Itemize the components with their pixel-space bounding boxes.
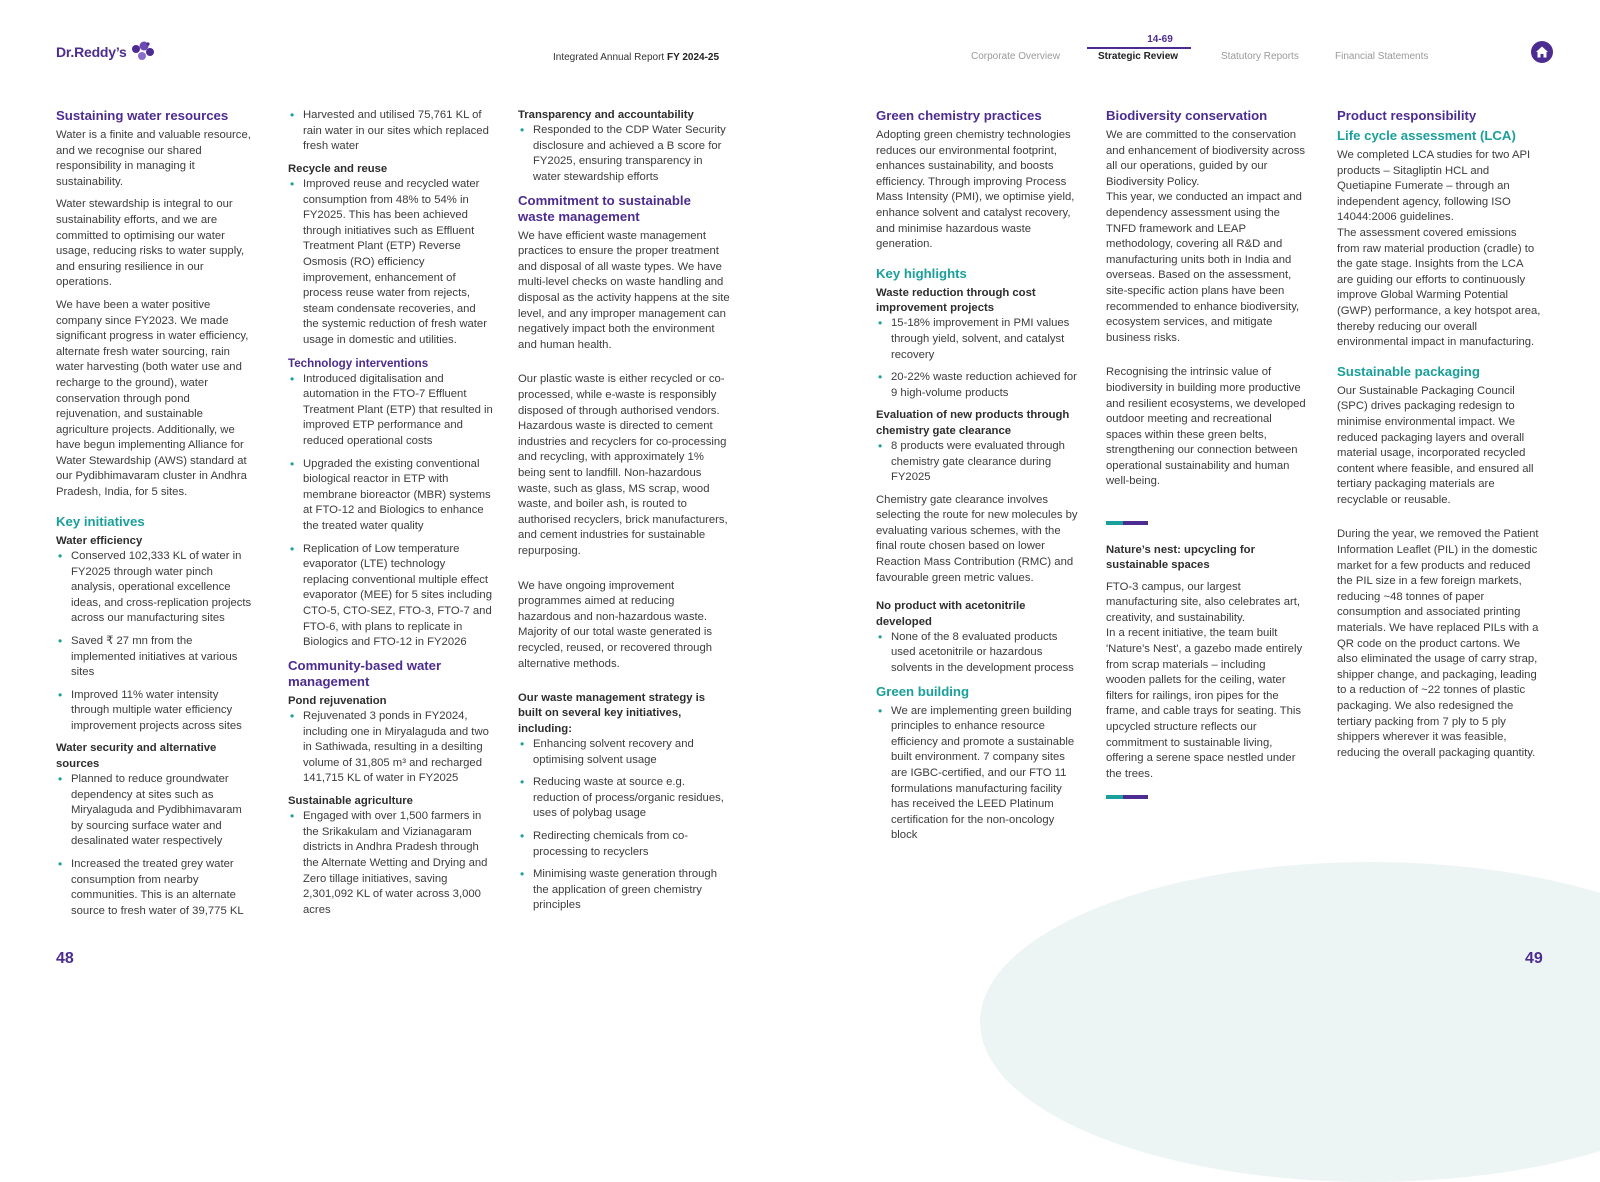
bullet-list xyxy=(518,737,730,914)
list-item: • 8 products were evaluated through chemistry gate clearance during FY2025 xyxy=(876,439,1081,486)
heading-green-building: Green building xyxy=(876,683,970,699)
paragraph: We completed LCA studies for two API products – Sitagliptin HCL and Quetiapine Fumerate – through an independent agency, following ISO 14044:2006 guidelines. xyxy=(1337,149,1531,224)
home-button[interactable] xyxy=(1531,41,1553,63)
subheading-waste-reduction: Waste reduction through cost improvement projects xyxy=(876,286,1036,315)
bullet-list xyxy=(288,709,493,787)
column-4 xyxy=(876,108,1081,851)
subheading-sustainable-agriculture: Sustainable agriculture xyxy=(288,794,413,807)
report-title: Integrated Annual Report FY 2024-25 xyxy=(553,52,720,63)
bullet-list xyxy=(288,177,493,349)
list-item: • 15-18% improvement in PMI values through yield, solvent, and catalyst recovery xyxy=(876,316,1081,363)
list-item: • Improved 11% water intensity through multiple water efficiency improvement projects across sites xyxy=(56,688,256,735)
bullet-list xyxy=(56,549,256,735)
subheading-transparency: Transparency and accountability xyxy=(518,109,694,121)
list-item: • Engaged with over 1,500 farmers in the Srikakulam and Vizianagaram districts in Andhra Pradesh through the Alternate Wetting and Drying and Zero tillage initiatives, saving 2,301,092 KL of water across 3,000 acres xyxy=(288,809,493,918)
heading-community-water: Community-based water management xyxy=(288,657,442,689)
list-item: • Saved ₹ 27 mn from the implemented initiatives at various sites xyxy=(56,634,256,681)
bullet-list xyxy=(288,108,493,155)
paragraph: In a recent initiative, the team built 'Nature's Nest', a gazebo made entirely from scrap materials – including wooden pallets for the ceiling, water filters for railings, iron pipes for the frame, and cable trays for seating. This upcycled structure reflects our commitment to sustainable living, offering a serene space nestled under the trees. xyxy=(1106,627,1303,780)
heading-technology-interventions: Technology interventions xyxy=(288,356,429,370)
nav-financial-statements[interactable]: Financial Statements xyxy=(1335,51,1429,62)
list-item: • Reducing waste at source e.g. reduction of process/organic residues, uses of polybag usage xyxy=(518,775,730,822)
paragraph: FTO-3 campus, our largest manufacturing site, also celebrates art, creativity, and sustainability. xyxy=(1106,580,1301,624)
paragraph: This year, we conducted an impact and dependency assessment using the TNFD framework and LEAP methodology, covering all R&D and manufacturing units both in India and overseas. Based on the assessment, site-specific action plans have been recommended to enhance biodiversity, ecosystem services, and mitigate business risks. xyxy=(1106,191,1302,344)
list-item: • Redirecting chemicals from co-processing to recyclers xyxy=(518,829,730,860)
subheading-acetonitrile: No product with acetonitrile developed xyxy=(876,600,1026,628)
divider-bar xyxy=(1106,795,1148,799)
heading-waste-management: Commitment to sustainable waste management xyxy=(518,192,691,224)
list-item: • We are implementing green building principles to enhance resource efficiency and promote a sustainable built environment. 7 company sites are IGBC-certified, and our FTO 11 formulations manufacturing facility has received the LEED Platinum certification for the non-oncology block xyxy=(876,704,1081,844)
logo-text: Dr.Reddy’s xyxy=(56,44,127,60)
column-2 xyxy=(288,108,493,925)
list-item: • Conserved 102,333 KL of water in FY2025 through water pinch analysis, operational excellence ideas, and cross-replication projects across our manufacturing sites xyxy=(56,549,256,627)
subheading-evaluation: Evaluation of new products through chemistry gate clearance xyxy=(876,409,1070,437)
paragraph: Our Sustainable Packaging Council (SPC) drives packaging redesign to minimise environmental impact. We reduced packaging layers and overall material usage, incorporated recycled content where feasible, and ensured all tertiary packaging materials are recyclable or reusable. xyxy=(1337,384,1534,506)
subheading-water-efficiency: Water efficiency xyxy=(56,534,143,547)
heading-biodiversity: Biodiversity conservation xyxy=(1106,108,1268,123)
paragraph: Water stewardship is integral to our sustainability efforts, and we are committed to optimising our water usage, reducing risks to water supply, and ensuring resilience in our operations. xyxy=(56,198,245,289)
decorative-wave xyxy=(980,862,1600,1182)
page-range: 14-69 xyxy=(1147,34,1173,45)
paragraph: During the year, we removed the Patient Information Leaflet (PIL) in the domestic market for a few products and reduced the PIL size in a few foreign markets, reducing ~48 tonnes of paper consumption and associated printing materials. We have replaced PILs with a QR code on the product cartons. We also eliminated the usage of carry strap, shipper change, and packaging, leading to a reduction of ~22 tonnes of plastic packaging. We also redesigned the tertiary packing from 7 ply to 5 ply shippers wherever it was feasible, reducing the overall packaging quantity. xyxy=(1337,528,1539,759)
paragraph: Our plastic waste is either recycled or co-processed, while e-waste is responsibly disposed of through authorised vendors. Hazardous waste is directed to cement industries and recyclers for co-processing and recycling, with approximately 1% being sent to landfill. Non-hazardous waste, such as glass, MS scrap, wood waste, and boiler ash, is routed to authorised recyclers, brick manufacturers, and cement industries for sustainable repurposing. xyxy=(518,373,728,557)
bullet-list xyxy=(876,316,1081,401)
list-item: • 20-22% waste reduction achieved for 9 high-volume products xyxy=(876,370,1081,401)
active-tab-indicator xyxy=(1087,47,1191,49)
page-number-left: 48 xyxy=(56,950,74,967)
bullet-list xyxy=(288,809,493,918)
heading-lca: Life cycle assessment (LCA) xyxy=(1337,128,1516,143)
paragraph: We have efficient waste management practices to ensure the proper treatment and disposal of all waste types. We have multi-level checks on waste handling and disposal as the activity happens at the site level, and any improper management can negatively impact both the environment and human health. xyxy=(518,229,730,351)
paragraph: Chemistry gate clearance involves selecting the route for new molecules by evaluating various schemes, with the final route chosen based on lower Reaction Mass Contribution (RMC) and favourable green metric values. xyxy=(876,493,1078,584)
bullet-list xyxy=(518,123,730,185)
logo-mark-icon xyxy=(130,41,156,63)
bullet-list xyxy=(56,772,256,919)
heading-key-highlights: Key highlights xyxy=(876,265,967,281)
list-item: • Harvested and utilised 75,761 KL of rain water in our sites which replaced fresh water xyxy=(288,108,493,155)
company-logo[interactable] xyxy=(56,40,156,64)
subheading-water-security: Water security and alternative sources xyxy=(56,742,217,770)
paragraph: We are committed to the conservation and enhancement of biodiversity across all our operations, guided by our Biodiversity Policy. xyxy=(1106,129,1306,188)
paragraph: We have been a water positive company since FY2023. We made significant progress in water efficiency, alternate fresh water sourcing, rain water harvesting (both water use and recharge to the ground), water conservation through pond rejuvenation, and sustainable agriculture projects. Additionally, we have begun implementing Alliance for Water Stewardship (AWS) standard at our Pydibhimavaram cluster in Andhra Pradesh, India, for 5 sites. xyxy=(56,298,249,499)
bullet-list xyxy=(876,630,1081,677)
list-item: • Planned to reduce groundwater dependency at sites such as Miryalaguda and Pydibhimavaram by sourcing surface water and desalinated water respectively xyxy=(56,772,256,850)
paragraph: Water is a finite and valuable resource, and we recognise our shared responsibility in managing it sustainability. xyxy=(56,129,251,188)
subheading-pond-rejuvenation: Pond rejuvenation xyxy=(288,694,387,707)
bullet-list xyxy=(876,439,1081,486)
list-item: • None of the 8 evaluated products used acetonitrile or hazardous solvents in the development process xyxy=(876,630,1081,677)
column-1 xyxy=(56,108,256,926)
heading-key-initiatives: Key initiatives xyxy=(56,513,145,529)
list-item: • Minimising waste generation through the application of green chemistry principles xyxy=(518,867,730,914)
heading-green-chemistry: Green chemistry practices xyxy=(876,108,1042,123)
bullet-list xyxy=(288,372,493,651)
list-item: • Increased the treated grey water consumption from nearby communities. This is an alternate source to fresh water of 39,775 KL xyxy=(56,857,256,919)
list-item: • Introduced digitalisation and automation in the FTO-7 Effluent Treatment Plant (ETP) that resulted in improved ETP performance and reduced operational costs xyxy=(288,372,493,450)
column-5 xyxy=(1106,108,1308,817)
subheading-natures-nest: Nature’s nest: upcycling for sustainable spaces xyxy=(1106,544,1255,572)
paragraph: We have ongoing improvement programmes aimed at reducing hazardous and non-hazardous waste. Majority of our total waste generated is recycled, reused, or recovered through alternative methods. xyxy=(518,579,713,670)
list-item: • Replication of Low temperature evaporator (LTE) technology replacing conventional multiple effect evaporator (MEE) for 5 sites including CTO-5, CTO-SEZ, FTO-3, FTO-7 and FTO-6, with plans to replicate in Biologics and FTO-12 in FY2026 xyxy=(288,542,493,651)
list-item: • Rejuvenated 3 ponds in FY2024, including one in Miryalaguda and two in Sathiwada, resulting in a desilting volume of 31,805 m³ and recharged 141,715 KL of water in FY2025 xyxy=(288,709,493,787)
column-6 xyxy=(1337,108,1542,768)
nav-strategic-review[interactable]: Strategic Review xyxy=(1098,51,1179,62)
nav-statutory-reports[interactable]: Statutory Reports xyxy=(1221,51,1299,62)
paragraph: Recognising the intrinsic value of biodiversity in building more productive and resilient ecosystems, we developed outdoor meeting and recreational spaces within these green belts, strengthening our connection between operational sustainability and human well-being. xyxy=(1106,366,1306,488)
divider-bar xyxy=(1106,521,1148,525)
page-number-right: 49 xyxy=(1525,950,1543,967)
heading-sustaining-water: Sustaining water resources xyxy=(56,108,229,123)
paragraph: The assessment covered emissions from raw material production (cradle) to the gate stage. Insights from the LCA are guiding our efforts to continuously improve Global Warming Potential (GWP) performance, a key hotspot area, thereby reducing our overall environmental impact in manufacturing. xyxy=(1337,226,1541,349)
list-item: • Improved reuse and recycled water consumption from 48% to 54% in FY2025. This has been achieved through initiatives such as Effluent Treatment Plant (ETP) Reverse Osmosis (RO) efficiency improvement, enhancement of process reuse water from rejects, steam condensate recoveries, and the systemic reduction of fresh water usage in domestic and utilities. xyxy=(288,177,493,349)
subheading-recycle-reuse: Recycle and reuse xyxy=(288,162,388,175)
list-item: • Enhancing solvent recovery and optimising solvent usage xyxy=(518,737,730,768)
home-icon xyxy=(1531,41,1553,63)
heading-sustainable-packaging: Sustainable packaging xyxy=(1337,363,1480,379)
list-item: • Responded to the CDP Water Security disclosure and achieved a B score for FY2025, ensuring transparency in water stewardship efforts xyxy=(518,123,730,185)
list-item: • Upgraded the existing conventional biological reactor in ETP with membrane bioreactor (MBR) systems at FTO-12 and Biologics to enhance the treated water quality xyxy=(288,457,493,535)
column-3 xyxy=(518,108,730,921)
heading-product-responsibility: Product responsibility xyxy=(1337,108,1477,123)
nav-corporate-overview[interactable]: Corporate Overview xyxy=(971,51,1060,62)
paragraph: Adopting green chemistry technologies reduces our environmental footprint, enhances sustainability, and boosts efficiency. Through improving Process Mass Intensity (PMI), we optimise yield, enhance solvent and catalyst recovery, and minimise hazardous waste generation. xyxy=(876,129,1075,251)
subheading-waste-strategy: Our waste management strategy is built on several key initiatives, including: xyxy=(518,692,706,735)
bullet-list xyxy=(876,704,1081,844)
